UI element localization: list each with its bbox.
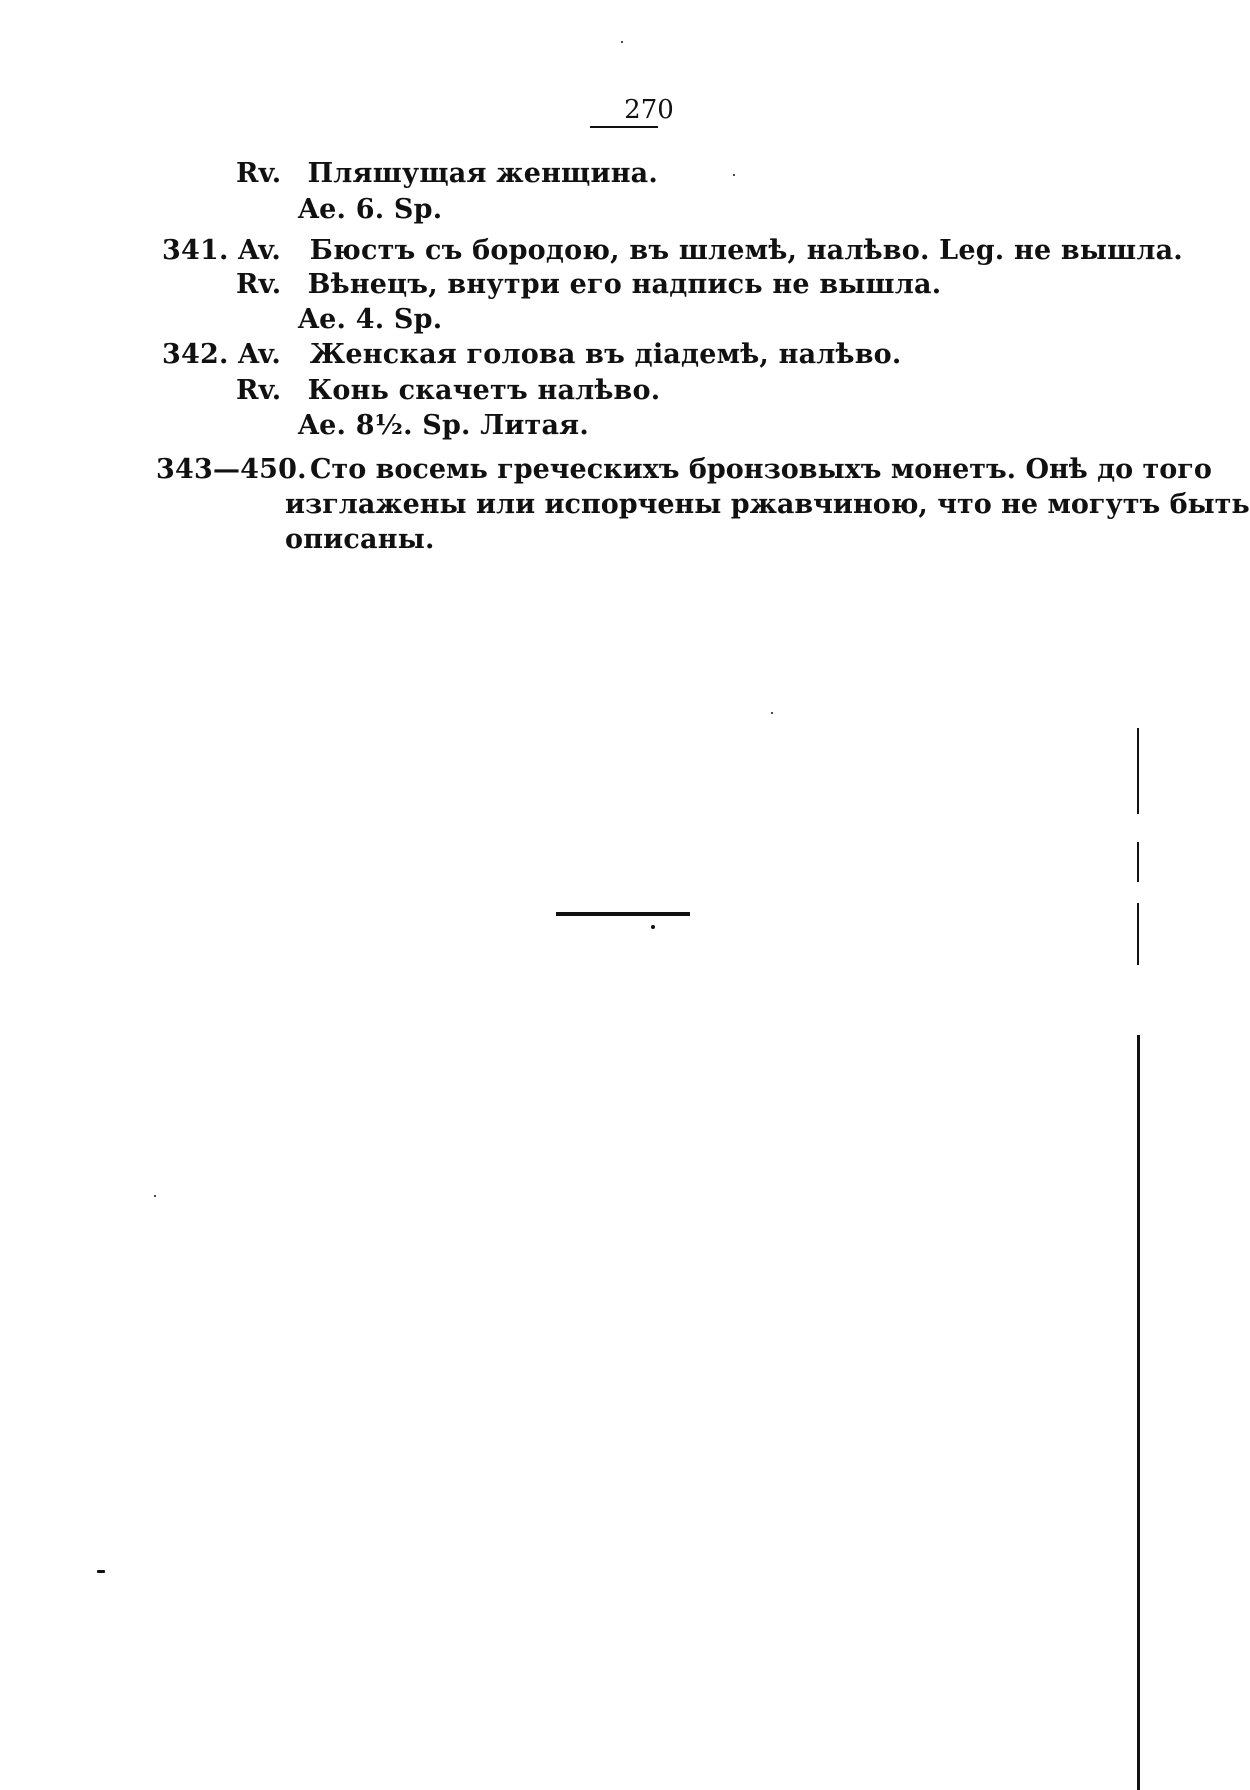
- end-rule: [556, 912, 690, 916]
- entry-342-material: [298, 409, 589, 443]
- entry-343-450-line-3: описаны.: [285, 524, 435, 555]
- entry-342-reverse: [236, 374, 660, 408]
- scan-speck: [733, 174, 735, 176]
- obverse-description: Бюстъ съ бородою, въ шлемѣ, налѣво. Leg. не вышла.: [309, 235, 1183, 266]
- entry-340-reverse: [236, 157, 658, 191]
- entry-342-obverse: [162, 338, 901, 372]
- material-size-note: Ae. 8½. Sp. Литая.: [298, 410, 589, 441]
- page-number-underline: [590, 126, 658, 128]
- end-dot: [651, 925, 655, 929]
- entry-341-material: [298, 303, 442, 337]
- coin-number: 341.: [162, 235, 229, 266]
- reverse-label: Rv.: [236, 158, 282, 189]
- obverse-label: Av.: [238, 235, 281, 266]
- reverse-description: Вѣнецъ, внутри его надпись не вышла.: [307, 269, 942, 300]
- page-number: 270: [624, 95, 674, 125]
- entry-343-450-line-1: Сто восемь греческихъ бронзовыхъ монетъ. Онѣ до того: [310, 454, 1212, 485]
- entry-341-obverse: [162, 234, 1183, 268]
- scan-speck: [154, 1195, 156, 1197]
- material-size-note: Ae. 4. Sp.: [298, 304, 443, 335]
- scan-edge-mark: [1137, 903, 1139, 965]
- reverse-description: Пляшущая женщина.: [307, 158, 658, 189]
- entry-340-material: [298, 193, 442, 227]
- entry-343-450-line-2: изглажены или испорчены ржавчиною, что не могутъ быть: [285, 489, 1250, 520]
- obverse-label: Av.: [238, 339, 281, 370]
- scan-speck: [621, 41, 623, 43]
- scan-edge-mark: [1137, 728, 1139, 814]
- entry-341-reverse: [236, 268, 941, 302]
- scan-edge-mark: [1137, 1035, 1140, 1790]
- obverse-description: Женская голова въ діадемѣ, налѣво.: [309, 339, 902, 370]
- scan-mark: [97, 1570, 105, 1573]
- coin-number-range: 343—450.: [156, 454, 307, 485]
- scan-speck: [771, 712, 773, 714]
- material-size-note: Ae. 6. Sp.: [298, 194, 443, 225]
- coin-number: 342.: [162, 339, 229, 370]
- reverse-label: Rv.: [236, 375, 282, 406]
- reverse-label: Rv.: [236, 269, 282, 300]
- entry-343-450-number: [156, 453, 307, 487]
- reverse-description: Конь скачетъ налѣво.: [307, 375, 661, 406]
- scan-edge-mark: [1137, 842, 1139, 882]
